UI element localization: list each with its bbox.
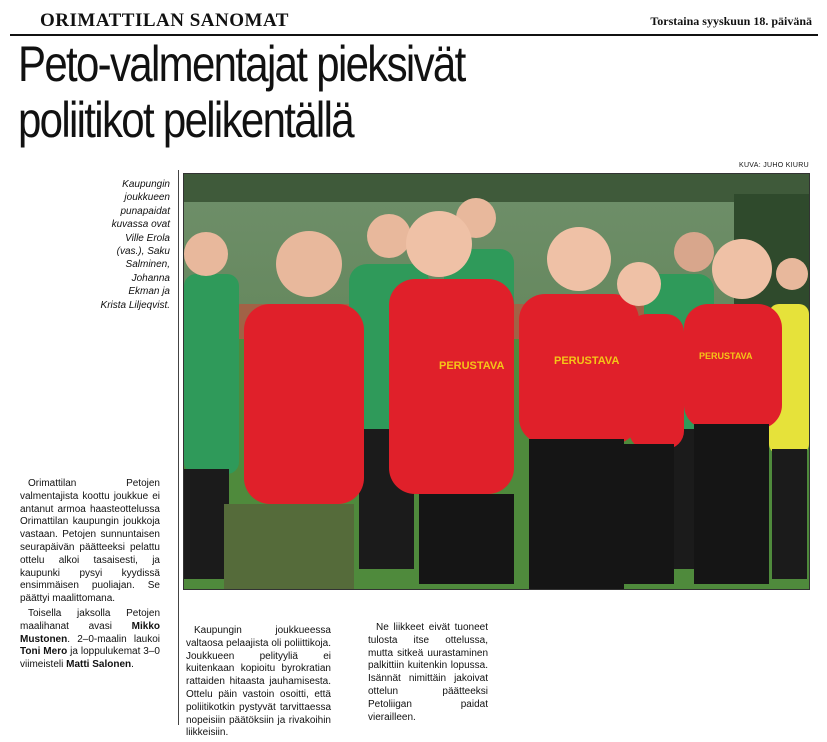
scorer-name-2: Toni Mero	[20, 646, 68, 658]
paragraph-4: Ne liikkeet eivät tuoneet tulosta itse ottelussa, mutta sitkeä uurastaminen palkittiin kuitenkin lopussa. Isännät nimittäin jakoivat ottelun päätteeksi Petoliigan paidat vierailleen.	[368, 622, 488, 723]
shirt-sponsor-3: PERUSTAVA	[699, 351, 753, 361]
newspaper-name: ORIMATTILAN SANOMAT	[40, 10, 289, 31]
shirt-sponsor-2: PERUSTAVA	[554, 355, 620, 367]
paragraph-1: Orimattilan Petojen valmentajista koottu joukkue ei antanut armoa haasteottelussa Orimattilan kaupungin joukkoja vastaan. Petojen sunnuntaisen seurapäivän päätteeksi pelattu ottelu alkoi tasaisesti, ja kaupunki pysyi kyydissä ensimmäisen puoliajan. Se päättyi maalittomana.	[20, 478, 160, 605]
headline-line-2: poliitikot pelikentällä	[18, 92, 353, 148]
photo-credit: KUVA: JUHO KIURU	[738, 162, 809, 169]
tree-line	[184, 174, 809, 202]
photo-caption: Kaupungin joukkueen punapaidat kuvassa ovat Ville Erola (vas.), Saku Salminen, Johanna Ekman ja Krista Liljeqvist.	[100, 179, 170, 311]
shirt-sponsor-1: PERUSTAVA	[439, 360, 505, 372]
column-divider	[178, 170, 179, 725]
scorer-name-1: Mikko Mustonen	[20, 620, 160, 645]
issue-date: Torstaina syyskuun 18. päivänä	[650, 14, 812, 28]
headline	[18, 36, 465, 148]
headline-line-1: Peto-valmentajat pieksivät	[18, 36, 465, 92]
paragraph-3: Kaupungin joukkueessa valtaosa pelaajista oli poliittikoja. Joukkueen pelityyliä ei kuitenkaan kopioitu byrokratian rattaiden hitaasta jauhamisesta. Ottelu päin vastoin osoitti, että poliitikotkin pystyvät tarvittaessa nopeisiin päätöksiin ja rivakoihin liikkeisiin.	[186, 625, 331, 739]
article-photo	[183, 173, 810, 590]
article-column-1	[20, 478, 160, 674]
article-column-3	[368, 622, 488, 726]
article-column-2	[186, 625, 331, 742]
paragraph-2: Toisella jaksolla Petojen maalihanat avasi Mikko Mustonen. 2–0-maalin laukoi Toni Mero ja loppulukemat 3–0 viimeisteli Matti Salonen.	[20, 607, 160, 671]
masthead	[10, 8, 818, 36]
team-photo-illustration	[184, 174, 809, 589]
scorer-name-3: Matti Salonen	[66, 659, 132, 671]
